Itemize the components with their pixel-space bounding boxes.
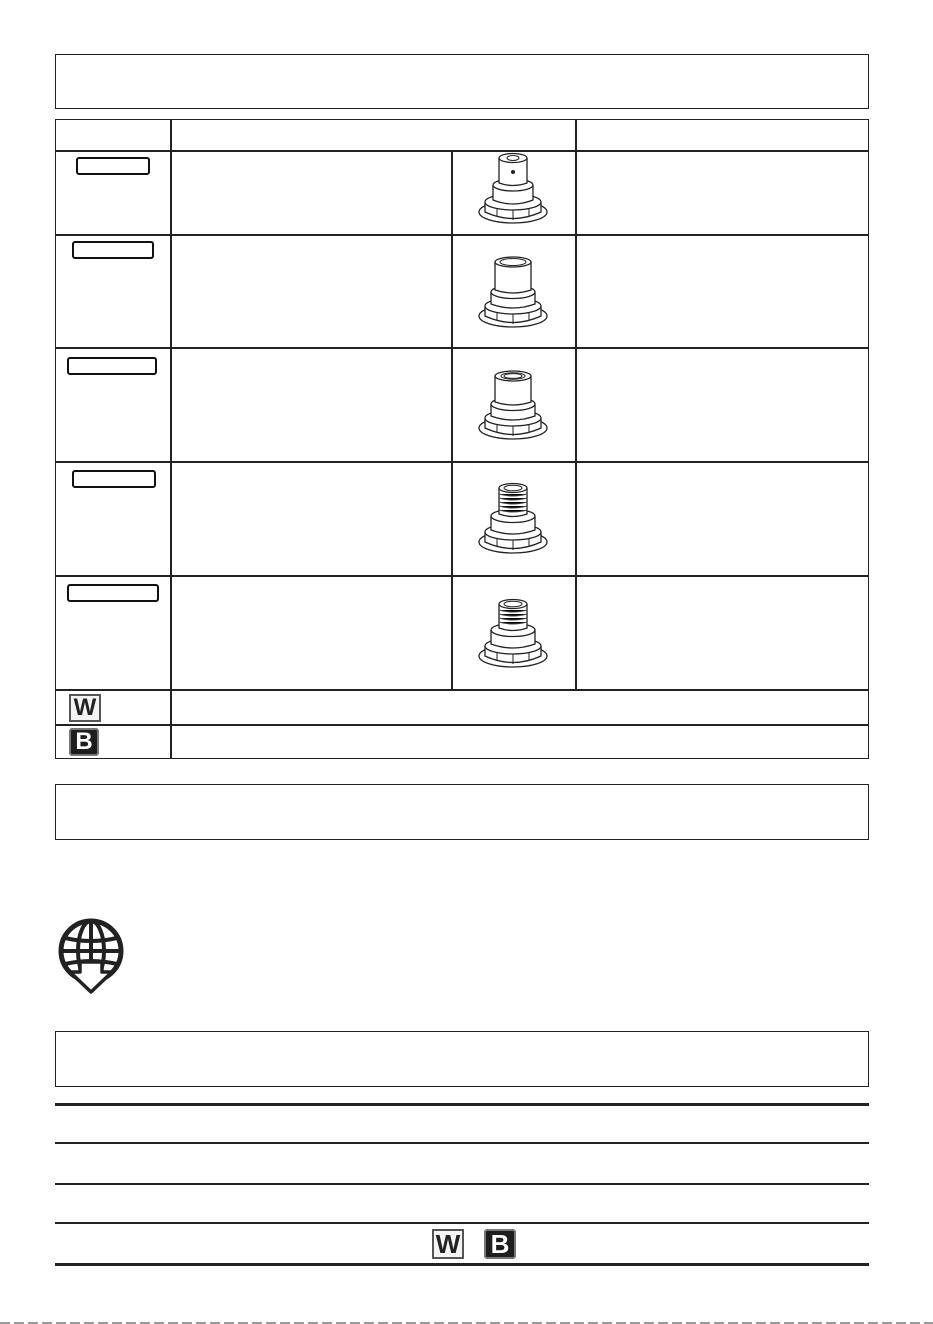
w-badge-icon (432, 1229, 464, 1259)
b-badge-letter: B (490, 1228, 510, 1259)
row-label-box (67, 357, 157, 375)
pipe-fitting-icon (473, 252, 553, 334)
table-header-divider (55, 150, 869, 152)
bottom-table-top-rule (55, 1103, 869, 1106)
w-badge-letter: W (435, 1228, 461, 1259)
globe-download-icon (52, 918, 130, 994)
table-row-divider (55, 234, 869, 236)
table-col-divider-2 (451, 150, 453, 690)
header-box-middle (55, 784, 869, 840)
bottom-table-row-rule (55, 1142, 869, 1144)
pipe-fitting-icon (473, 364, 553, 446)
row-label-box (72, 241, 154, 259)
pipe-fitting-icon (473, 592, 553, 674)
header-box-bottom (55, 1031, 869, 1087)
header-box-top (55, 54, 869, 109)
row-label-box (72, 470, 156, 488)
table-col-divider-1 (170, 119, 172, 759)
table-row-divider (55, 461, 869, 463)
table-row-divider (55, 347, 869, 349)
w-badge-icon (69, 694, 101, 722)
row-label-box (76, 157, 150, 175)
bottom-table-bottom-rule (55, 1263, 869, 1266)
bottom-table-row-rule (55, 1222, 869, 1224)
bottom-table-row-rule (55, 1183, 869, 1185)
pipe-fitting-icon (473, 150, 553, 232)
table-col-divider-3 (575, 119, 577, 690)
row-label-box (67, 584, 159, 602)
b-badge-icon (484, 1229, 516, 1259)
w-badge-letter: W (73, 694, 97, 721)
b-badge-letter: B (75, 728, 93, 755)
b-badge-icon (69, 728, 99, 756)
table-row-divider (55, 724, 869, 726)
table-row-divider (55, 575, 869, 577)
fittings-table (55, 119, 869, 759)
table-row-divider (55, 689, 869, 691)
pipe-fitting-icon (473, 478, 553, 560)
